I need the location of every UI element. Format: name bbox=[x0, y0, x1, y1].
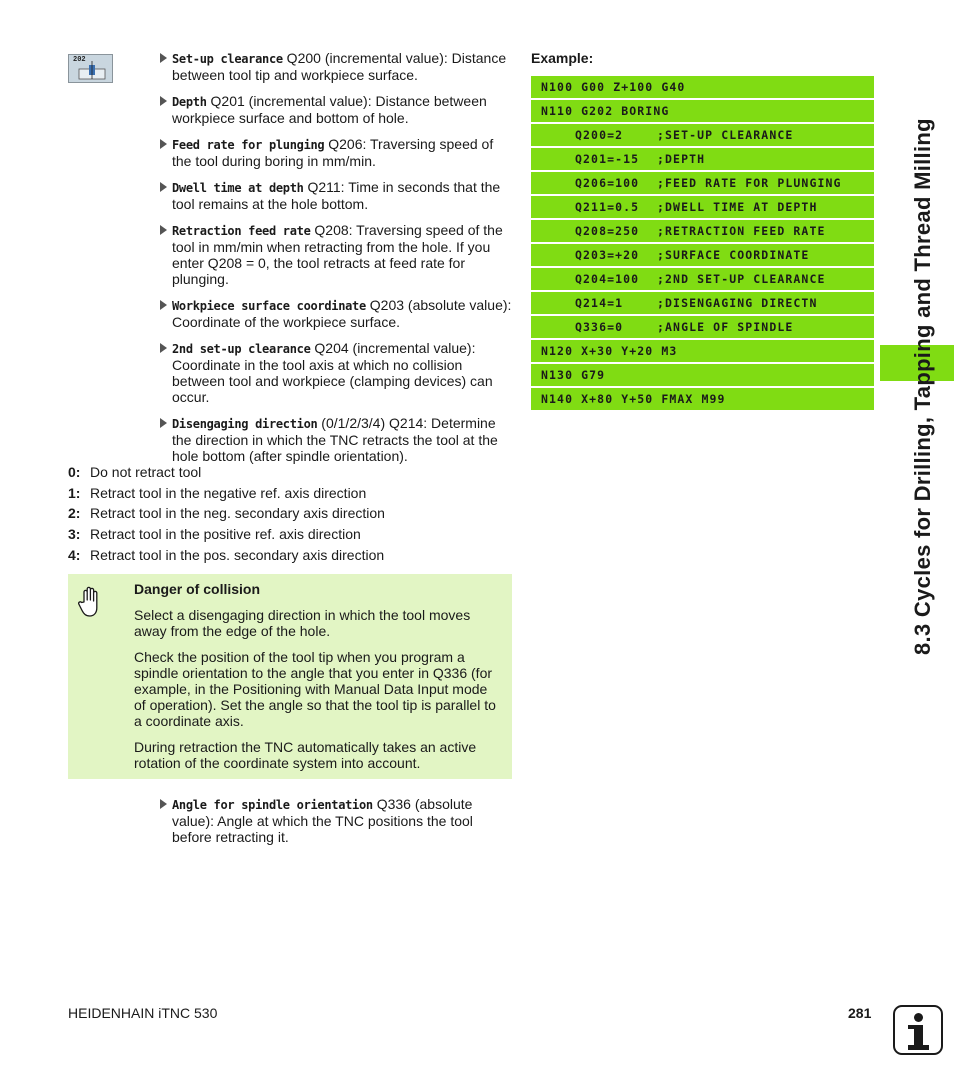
page-number: 281 bbox=[848, 1005, 872, 1021]
option-text: Retract tool in the positive ref. axis direction bbox=[90, 526, 361, 543]
arrow-bullet-icon bbox=[160, 182, 167, 192]
param-retraction-feed bbox=[158, 222, 514, 287]
code-comment: ;RETRACTION FEED RATE bbox=[657, 224, 826, 238]
arrow-bullet-icon bbox=[160, 418, 167, 428]
param-feed-plunging bbox=[158, 136, 514, 169]
option-text: Retract tool in the neg. secondary axis direction bbox=[90, 505, 385, 522]
param-text: Q200 (incremental value): Distance between tool tip and workpiece surface. bbox=[172, 50, 507, 83]
option-key: 3: bbox=[68, 526, 81, 543]
code-comment: ;DWELL TIME AT DEPTH bbox=[657, 200, 818, 214]
code-line bbox=[531, 76, 874, 98]
danger-paragraph: During retraction the TNC automatically takes an active rotation of the coordinate system into account. bbox=[134, 739, 477, 771]
code-statement: N100 G00 Z+100 G40 bbox=[541, 80, 686, 94]
code-statement: N120 X+30 Y+20 M3 bbox=[541, 344, 678, 358]
code-line bbox=[531, 292, 874, 314]
param-code: 2nd set-up clearance bbox=[172, 342, 311, 356]
code-comment: ;FEED RATE FOR PLUNGING bbox=[657, 176, 842, 190]
parameter-list bbox=[158, 50, 514, 474]
danger-paragraph: Select a disengaging direction in which the tool moves away from the edge of the hole. bbox=[134, 607, 471, 639]
info-icon bbox=[893, 1005, 943, 1055]
option-key: 4: bbox=[68, 546, 81, 563]
arrow-bullet-icon bbox=[160, 139, 167, 149]
arrow-bullet-icon bbox=[160, 343, 167, 353]
code-line bbox=[531, 388, 874, 410]
option-item bbox=[68, 526, 508, 547]
code-line bbox=[531, 220, 874, 242]
code-line bbox=[531, 316, 874, 338]
danger-paragraph: Check the position of the tool tip when you program a spindle orientation to the angle that you enter in Q336 (for example, in the Positioning with Manual Data Input mode of operation). Set the angle so that the tool tip is parallel to a coordinate axis. bbox=[134, 649, 496, 729]
code-statement: Q200=2 bbox=[575, 128, 624, 142]
param-disengaging-direction bbox=[158, 415, 514, 464]
example-label: Example: bbox=[531, 50, 594, 66]
param-text: (0/1/2/3/4) Q214: Determine the direction in which the TNC retracts the tool at the hole bottom (after spindle orientation). bbox=[172, 415, 498, 464]
direction-options bbox=[68, 464, 508, 567]
code-comment: ;DISENGAGING DIRECTN bbox=[657, 296, 818, 310]
danger-note bbox=[68, 574, 512, 779]
code-statement: Q208=250 bbox=[575, 224, 640, 238]
param-text: Q206: Traversing speed of the tool during boring in mm/min. bbox=[172, 136, 494, 169]
cycle-202-icon bbox=[68, 54, 113, 83]
option-text: Retract tool in the pos. secondary axis direction bbox=[90, 546, 385, 563]
code-statement: Q201=-15 bbox=[575, 152, 640, 166]
param-text: Q203 (absolute value): Coordinate of the workpiece surface. bbox=[172, 297, 512, 330]
option-text: Do not retract tool bbox=[90, 464, 202, 480]
param-depth bbox=[158, 93, 514, 126]
param-code: Disengaging direction bbox=[172, 417, 318, 431]
option-key: 0: bbox=[68, 464, 81, 480]
parameter-list-2 bbox=[158, 796, 508, 855]
param-code: Depth bbox=[172, 95, 207, 109]
code-line bbox=[531, 340, 874, 362]
cycle-number: 202 bbox=[73, 56, 86, 64]
code-line bbox=[531, 172, 874, 194]
param-code: Dwell time at depth bbox=[172, 181, 304, 195]
param-setup-clearance bbox=[158, 50, 514, 83]
code-statement: N140 X+80 Y+50 FMAX M99 bbox=[541, 392, 726, 406]
code-statement: Q336=0 bbox=[575, 320, 624, 334]
option-key: 1: bbox=[68, 484, 81, 501]
option-item bbox=[68, 505, 508, 526]
arrow-bullet-icon bbox=[160, 799, 167, 809]
code-comment: ;ANGLE OF SPINDLE bbox=[657, 320, 794, 334]
code-statement: Q211=0.5 bbox=[575, 200, 640, 214]
option-text: Retract tool in the negative ref. axis direction bbox=[90, 484, 367, 501]
arrow-bullet-icon bbox=[160, 300, 167, 310]
param-surface-coordinate bbox=[158, 297, 514, 330]
code-line bbox=[531, 100, 874, 122]
code-line bbox=[531, 124, 874, 146]
param-text: Q201 (incremental value): Distance between workpiece surface and bottom of hole. bbox=[172, 93, 487, 126]
code-statement: Q206=100 bbox=[575, 176, 640, 190]
code-line bbox=[531, 148, 874, 170]
code-statement: N110 G202 BORING bbox=[541, 104, 670, 118]
code-comment: ;SURFACE COORDINATE bbox=[657, 248, 810, 262]
param-code: Workpiece surface coordinate bbox=[172, 299, 366, 313]
arrow-bullet-icon bbox=[160, 225, 167, 235]
chapter-title: 8.3 Cycles for Drilling, Tapping and Thread Milling bbox=[910, 118, 935, 655]
option-item bbox=[68, 464, 508, 485]
code-line bbox=[531, 364, 874, 386]
param-spindle-angle bbox=[158, 796, 508, 845]
param-code: Feed rate for plunging bbox=[172, 138, 325, 152]
code-statement: Q214=1 bbox=[575, 296, 624, 310]
param-dwell-time bbox=[158, 179, 514, 212]
arrow-bullet-icon bbox=[160, 96, 167, 106]
param-text: Q211: Time in seconds that the tool remains at the hole bottom. bbox=[172, 179, 501, 212]
code-comment: ;2ND SET-UP CLEARANCE bbox=[657, 272, 826, 286]
code-statement: Q203=+20 bbox=[575, 248, 640, 262]
arrow-bullet-icon bbox=[160, 53, 167, 63]
param-code: Retraction feed rate bbox=[172, 224, 311, 238]
param-text: Q208: Traversing speed of the tool in mm/min when retracting from the hole. If you enter Q208 = 0, the tool retracts at feed rate for plunging. bbox=[172, 222, 503, 287]
code-statement: N130 G79 bbox=[541, 368, 606, 382]
footer-product: HEIDENHAIN iTNC 530 bbox=[68, 1005, 218, 1021]
code-statement: Q204=100 bbox=[575, 272, 640, 286]
param-code: Angle for spindle orientation bbox=[172, 798, 373, 812]
code-comment: ;SET-UP CLEARANCE bbox=[657, 128, 794, 142]
boring-diagram-icon bbox=[69, 55, 114, 84]
option-item bbox=[68, 547, 508, 568]
param-code: Set-up clearance bbox=[172, 52, 283, 66]
code-line bbox=[531, 244, 874, 266]
code-line bbox=[531, 268, 874, 290]
code-line bbox=[531, 196, 874, 218]
param-text: Q336 (absolute value): Angle at which the TNC positions the tool before retracting it. bbox=[172, 796, 473, 845]
danger-title: Danger of collision bbox=[134, 581, 261, 597]
hand-icon bbox=[78, 586, 102, 620]
option-item bbox=[68, 485, 508, 506]
code-comment: ;DEPTH bbox=[657, 152, 706, 166]
param-2nd-setup-clearance bbox=[158, 340, 514, 405]
option-key: 2: bbox=[68, 505, 81, 522]
nc-program-example bbox=[531, 76, 874, 412]
param-text: Q204 (incremental value): Coordinate in the tool axis at which no collision between tool and workpiece (clamping devices) can occur. bbox=[172, 340, 493, 405]
